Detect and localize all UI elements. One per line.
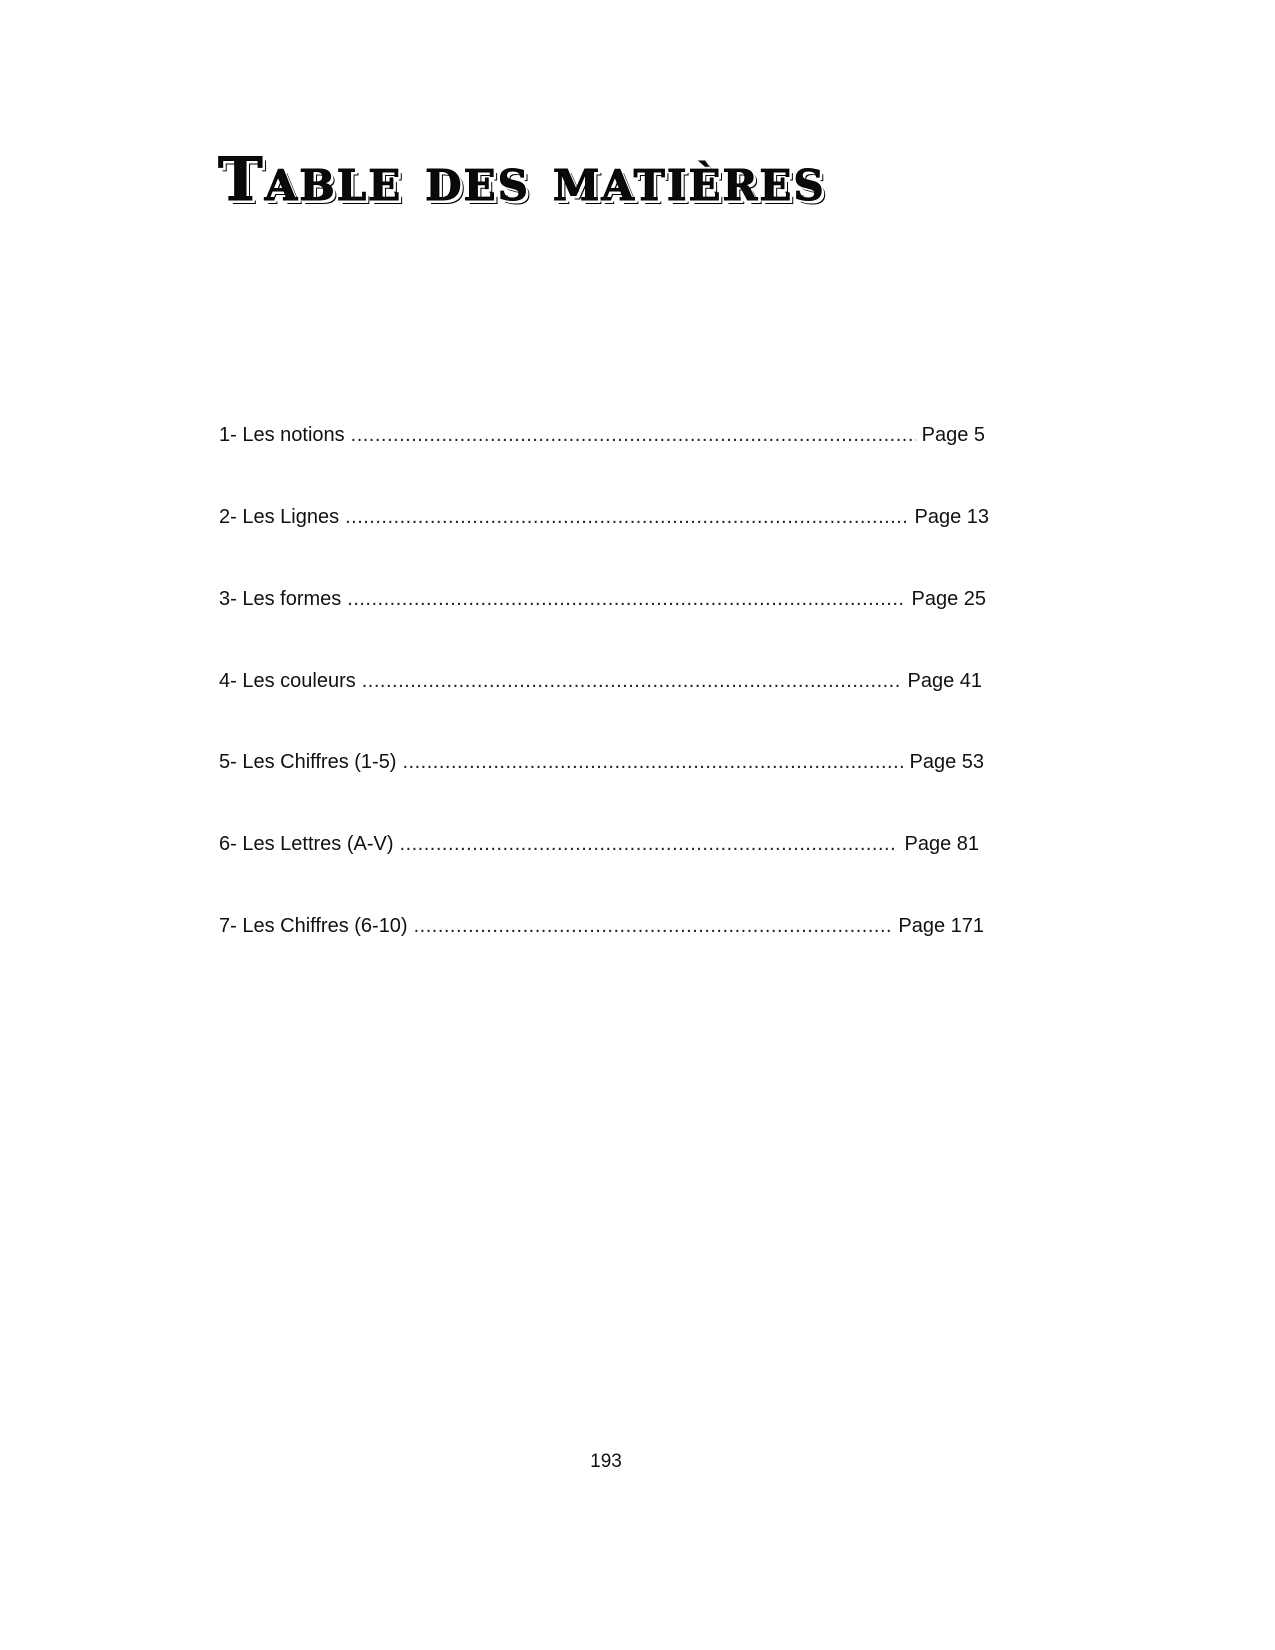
dot-leader [402,751,903,774]
toc-entry[interactable] [219,670,982,698]
toc-entry-label: 6- Les Lettres (A-V) [219,833,394,855]
dot-leader [345,506,908,529]
toc-entry-page: Page 5 [921,424,985,446]
toc-entry[interactable] [219,833,979,861]
toc-entry[interactable] [219,915,984,943]
dot-leader [400,833,899,856]
toc-entry-label: 2- Les Lignes [219,506,340,528]
toc-entry[interactable] [219,424,985,452]
page-number: 193 [590,1451,622,1472]
toc-entry-label: 7- Les Chiffres (6-10) [219,915,408,937]
dot-leader [362,670,902,693]
dot-leader [351,424,916,447]
toc-entry-page: Page 53 [909,751,984,773]
toc-entry-page: Page 81 [904,833,979,855]
toc-entry-page: Page 25 [911,588,986,610]
page-title: Table des matières [218,145,826,215]
toc-entry-page: Page 41 [907,670,982,692]
dot-leader [347,588,905,611]
toc-entry[interactable] [219,588,986,616]
toc-entry-page: Page 13 [914,506,989,528]
toc-entry[interactable] [219,751,984,779]
toc-entry-page: Page 171 [898,915,984,937]
toc-entry[interactable] [219,506,989,534]
toc-entry-label: 3- Les formes [219,588,342,610]
toc-entry-label: 1- Les notions [219,424,345,446]
dot-leader [414,915,893,938]
toc-entry-label: 4- Les couleurs [219,670,356,692]
toc-entry-label: 5- Les Chiffres (1-5) [219,751,397,773]
